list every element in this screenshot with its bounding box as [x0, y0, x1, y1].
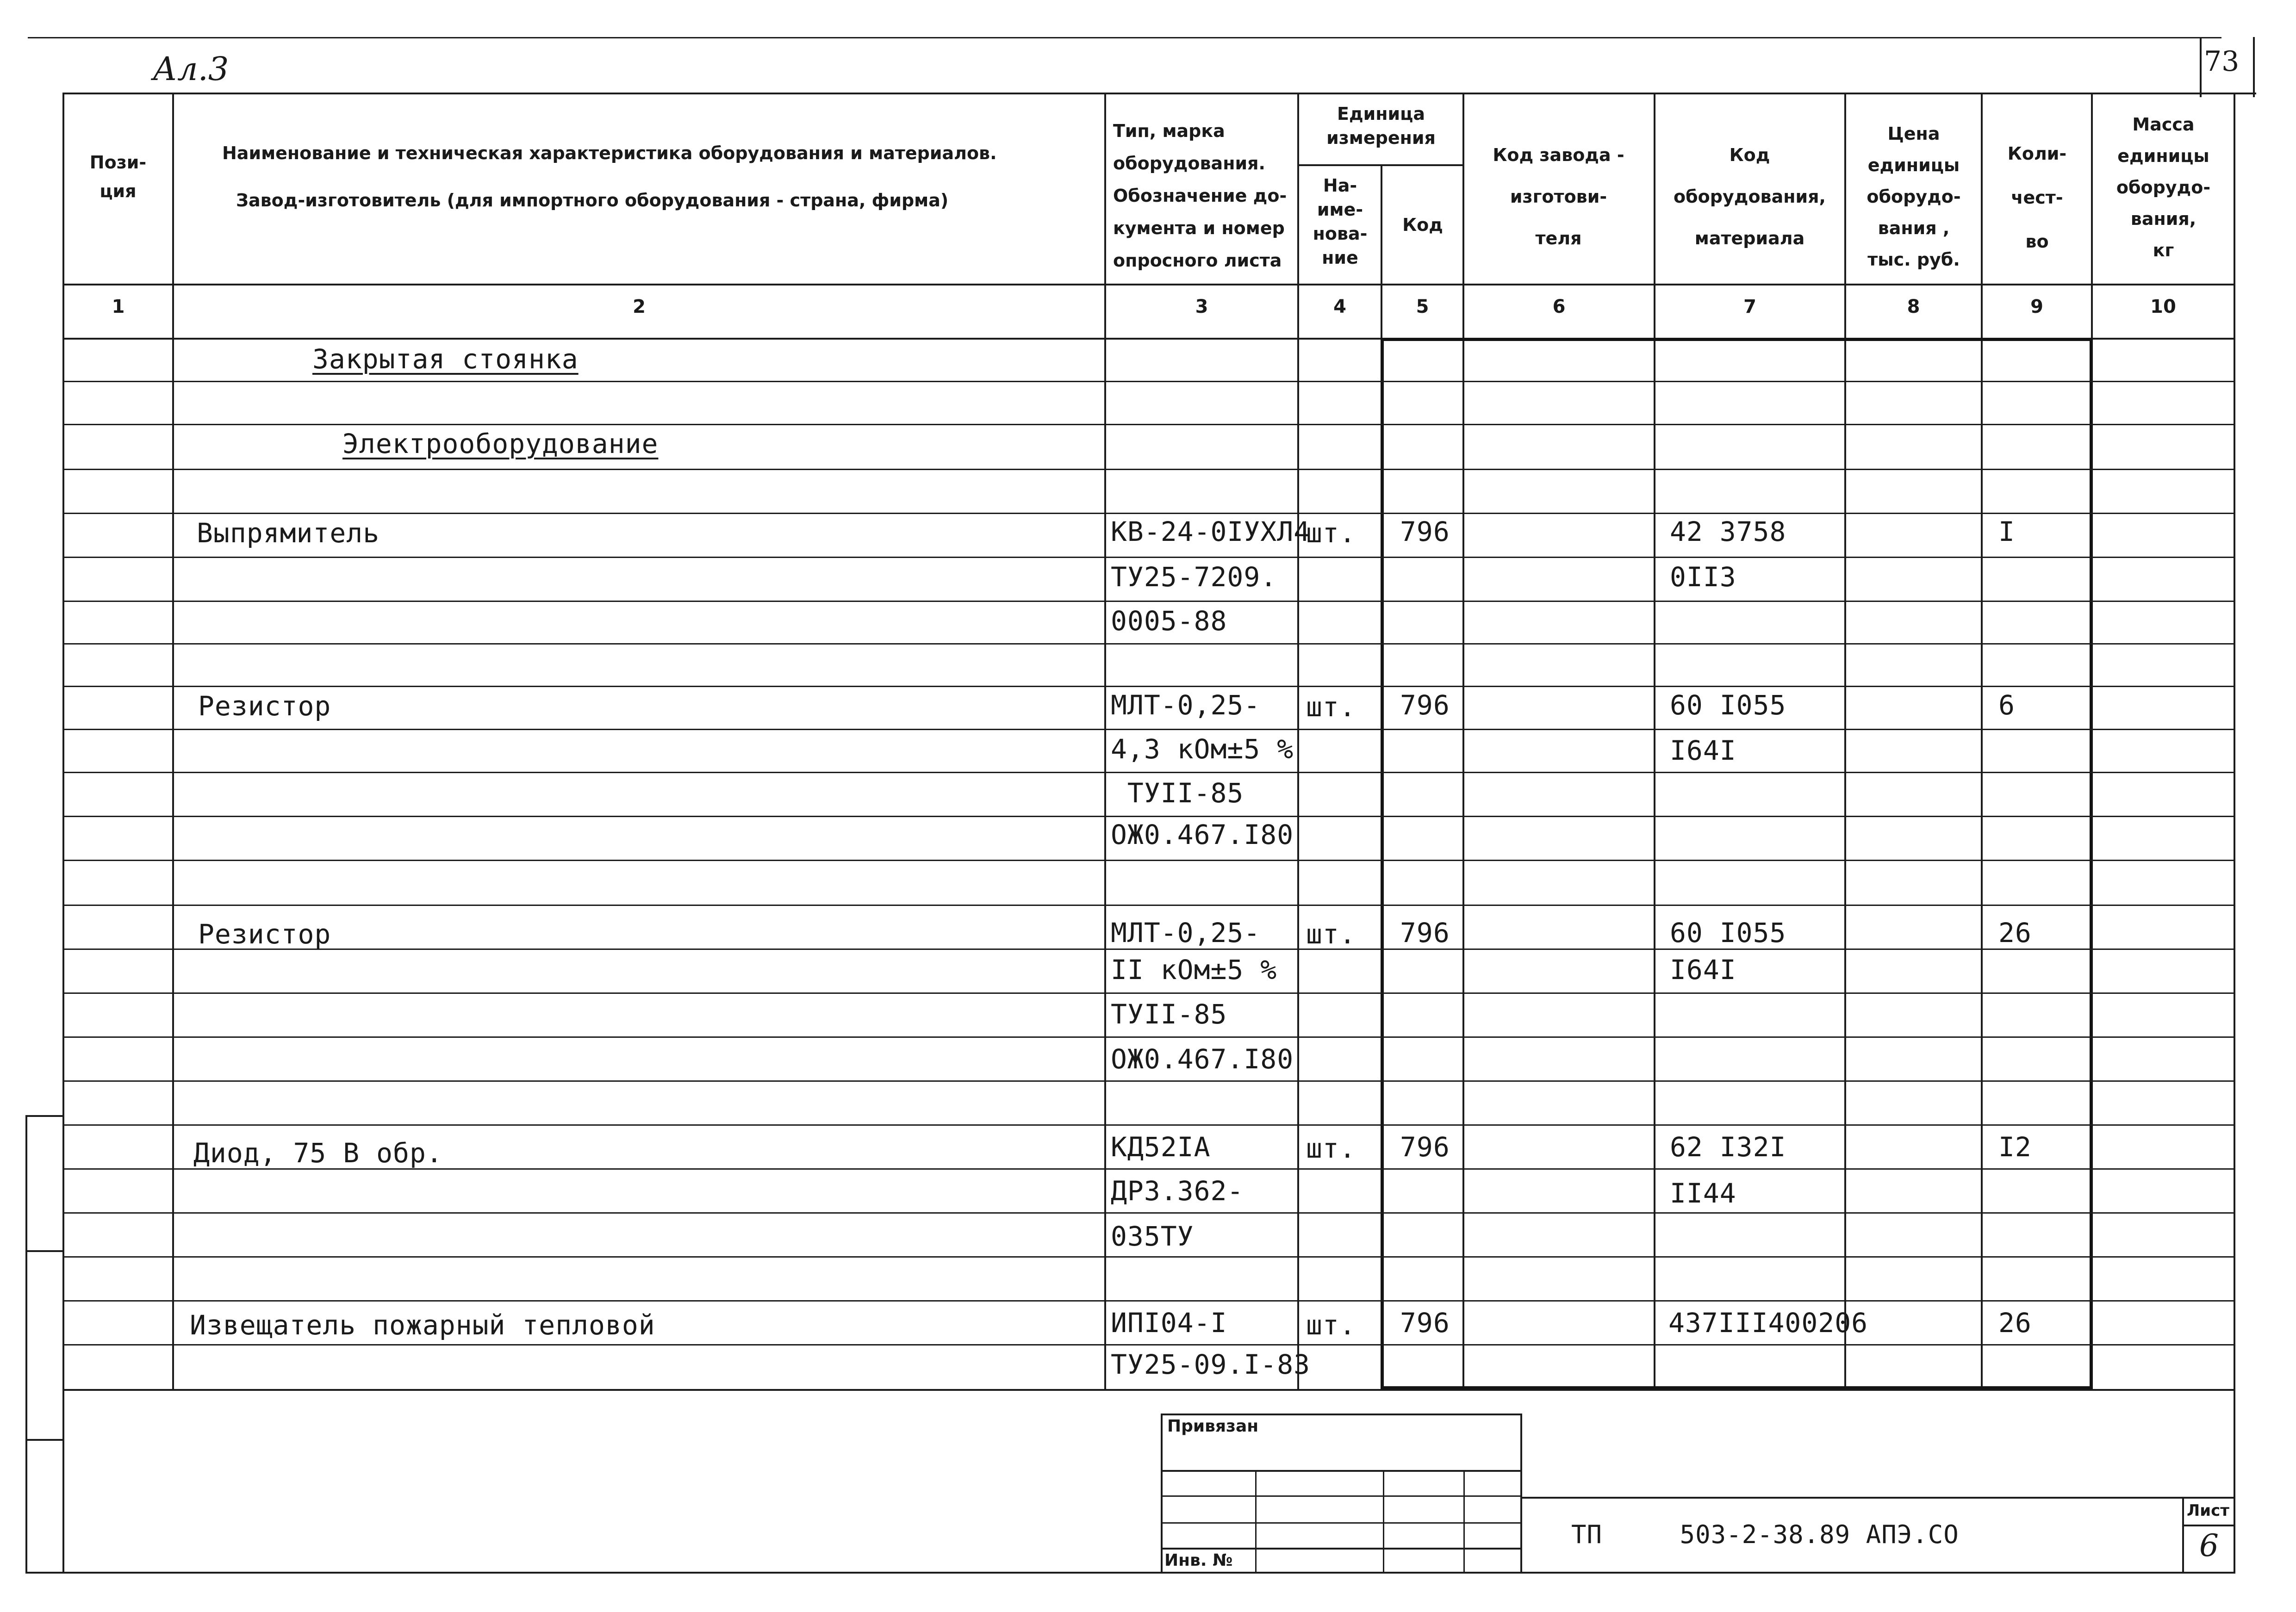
margin-tick-3	[25, 1439, 64, 1441]
item-equipment-code: 437III400206	[1668, 1307, 1868, 1339]
sheet-label: Лист	[2187, 1501, 2229, 1520]
row-line	[62, 1124, 2235, 1126]
item-name: Извещатель пожарный тепловой	[190, 1309, 655, 1341]
item-quantity: I	[1998, 516, 2015, 547]
stamp-title: Привязан	[1167, 1417, 1259, 1436]
row-line	[62, 686, 2235, 687]
column-number: 5	[1416, 296, 1429, 317]
item-type: ОЖ0.467.I80	[1111, 1043, 1294, 1075]
page-box-right	[2253, 37, 2255, 97]
column-number: 7	[1743, 296, 1756, 317]
row-line	[62, 424, 2235, 425]
row-line	[62, 992, 2235, 994]
item-type: II кОм±5 %	[1111, 954, 1277, 986]
item-equipment-code: 0II3	[1670, 561, 1736, 593]
item-type: КД52IА	[1111, 1131, 1211, 1163]
header-factory-code: Код завода - изготови- теля	[1493, 145, 1624, 248]
item-type: МЛТ-0,25-	[1111, 917, 1261, 949]
row-line	[62, 469, 2235, 470]
row-line	[62, 772, 2235, 773]
col-divider-2	[1104, 93, 1106, 1391]
bold-box-left	[1381, 338, 1384, 1389]
unit-group-divider	[1297, 164, 1464, 166]
item-equipment-code: 60 I055	[1670, 689, 1786, 721]
header-name: Наименование и техническая характеристика оборудования и материалов. Завод-изготовитель (для импортного оборудования - страна, фирма)	[222, 143, 997, 211]
item-type: ДР3.362-	[1111, 1175, 1244, 1207]
item-equipment-code: I64I	[1670, 735, 1736, 766]
header-equipment-code: Код оборудования, материала	[1674, 145, 1826, 248]
item-unit-code: 796	[1400, 1307, 1450, 1339]
bold-box-bottom	[1381, 1386, 2092, 1389]
item-unit-code: 796	[1400, 1131, 1450, 1163]
margin-tick-2	[25, 1250, 64, 1252]
column-number: 10	[2150, 296, 2176, 317]
stamp-row	[1161, 1548, 1522, 1550]
col-divider-7	[1844, 93, 1846, 1391]
stamp-row	[1161, 1495, 1522, 1497]
item-equipment-code: II44	[1670, 1178, 1736, 1209]
handwritten-sheet-label: Ал.3	[153, 50, 229, 88]
header-mass: Масса единицы оборудо- вания, кг	[2116, 114, 2211, 260]
item-unit-code: 796	[1400, 689, 1450, 721]
stamp-col	[1463, 1470, 1465, 1573]
bold-box-right	[2090, 338, 2093, 1389]
page-bottom	[25, 1572, 2235, 1574]
item-type: ТУ25-7209.	[1111, 561, 1277, 593]
stamp-col	[1255, 1470, 1257, 1573]
col-divider-6	[1654, 93, 1655, 1391]
row-line	[62, 860, 2235, 861]
col-divider-1	[172, 93, 174, 1391]
item-unit: шт.	[1306, 691, 1356, 723]
item-unit: шт.	[1306, 918, 1356, 950]
header-unit-name: На- име- нова- ние	[1313, 175, 1368, 268]
stamp-top	[1161, 1414, 1522, 1415]
item-type: МЛТ-0,25-	[1111, 689, 1261, 721]
header-price: Цена единицы оборудо- вания , тыс. руб.	[1867, 124, 1961, 270]
row-line	[62, 643, 2235, 645]
section-title: Закрытая стоянка	[312, 343, 579, 375]
bold-box-top	[1381, 338, 2092, 341]
column-number: 9	[2030, 296, 2043, 317]
column-number: 1	[112, 296, 125, 317]
row-line	[62, 729, 2235, 730]
item-type: КВ-24-0IУХЛ4	[1111, 516, 1311, 547]
table-right	[2234, 93, 2235, 1573]
item-quantity: 26	[1998, 917, 2032, 949]
row-line	[62, 1344, 2235, 1345]
item-type: ТУ25-09.I-83	[1111, 1349, 1311, 1380]
header-bottom	[62, 284, 2235, 285]
row-line	[62, 949, 2235, 950]
row-line	[62, 816, 2235, 817]
item-unit: шт.	[1306, 1133, 1356, 1164]
inventory-label: Инв. №	[1164, 1551, 1233, 1570]
header-unit-code: Код	[1402, 215, 1443, 235]
header-quantity: Коли- чест- во	[2007, 143, 2067, 252]
table-top	[62, 93, 2256, 94]
sheet-box-divider	[2182, 1525, 2235, 1526]
item-type: ИПI04-I	[1111, 1307, 1227, 1339]
item-equipment-code: 42 3758	[1670, 516, 1786, 547]
designation-top	[1522, 1497, 2234, 1499]
item-name: Выпрямитель	[197, 517, 380, 549]
row-line	[62, 905, 2235, 906]
row-line	[62, 381, 2235, 382]
margin-strip-left	[25, 1115, 27, 1573]
item-type: ТУII-85	[1111, 777, 1244, 809]
column-number: 3	[1195, 296, 1208, 317]
item-unit-code: 796	[1400, 917, 1450, 949]
header-position: Пози- ция	[89, 152, 147, 201]
col-divider-8	[1981, 93, 1983, 1391]
item-equipment-code: 60 I055	[1670, 917, 1786, 949]
item-type: ОЖ0.467.I80	[1111, 819, 1294, 850]
margin-tick-1	[25, 1115, 64, 1117]
item-type: 035ТУ	[1111, 1221, 1194, 1252]
col-divider-3	[1297, 93, 1299, 1391]
item-name: Резистор	[198, 690, 331, 722]
header-type: Тип, марка оборудования. Обозначение до- кумента и номер опросного листа	[1113, 121, 1287, 271]
row-line	[62, 513, 2235, 514]
sheet-box-left	[2182, 1497, 2184, 1573]
row-line	[62, 557, 2235, 558]
document-designation: ТП 503-2-38.89 АПЭ.СО	[1571, 1520, 1959, 1549]
column-number: 2	[633, 296, 646, 317]
item-quantity: I2	[1998, 1131, 2032, 1163]
column-number: 4	[1333, 296, 1346, 317]
page-box-left	[2200, 37, 2202, 97]
row-line	[62, 1036, 2235, 1038]
column-number: 6	[1552, 296, 1566, 317]
col-divider-5	[1462, 93, 1464, 1391]
row-line	[62, 1080, 2235, 1082]
item-name: Диод, 75 В обр.	[193, 1137, 443, 1169]
item-equipment-code: I64I	[1670, 954, 1736, 986]
column-number: 8	[1907, 296, 1920, 317]
row-line	[62, 1256, 2235, 1258]
item-quantity: 26	[1998, 1307, 2032, 1339]
page-number: 73	[2204, 45, 2240, 78]
top-rule	[28, 37, 2221, 38]
item-type: 0005-88	[1111, 605, 1227, 637]
stamp-row	[1161, 1522, 1522, 1524]
section-subtitle: Электрооборудование	[342, 428, 659, 459]
item-type: 4,3 кОм±5 %	[1111, 733, 1294, 765]
item-quantity: 6	[1998, 689, 2015, 721]
header-unit-group: Единица измерения	[1326, 104, 1436, 148]
sheet-number: 6	[2199, 1528, 2219, 1563]
item-equipment-code: 62 I32I	[1670, 1131, 1786, 1163]
item-unit: шт.	[1306, 1309, 1356, 1341]
item-name: Резистор	[198, 918, 331, 950]
row-line	[62, 1212, 2235, 1214]
stamp-col	[1383, 1470, 1384, 1573]
stamp-row	[1161, 1470, 1522, 1472]
row-line	[62, 1300, 2235, 1302]
item-unit: шт.	[1306, 517, 1356, 549]
item-unit-code: 796	[1400, 516, 1450, 547]
item-type: ТУII-85	[1111, 998, 1227, 1030]
row-line	[62, 601, 2235, 602]
